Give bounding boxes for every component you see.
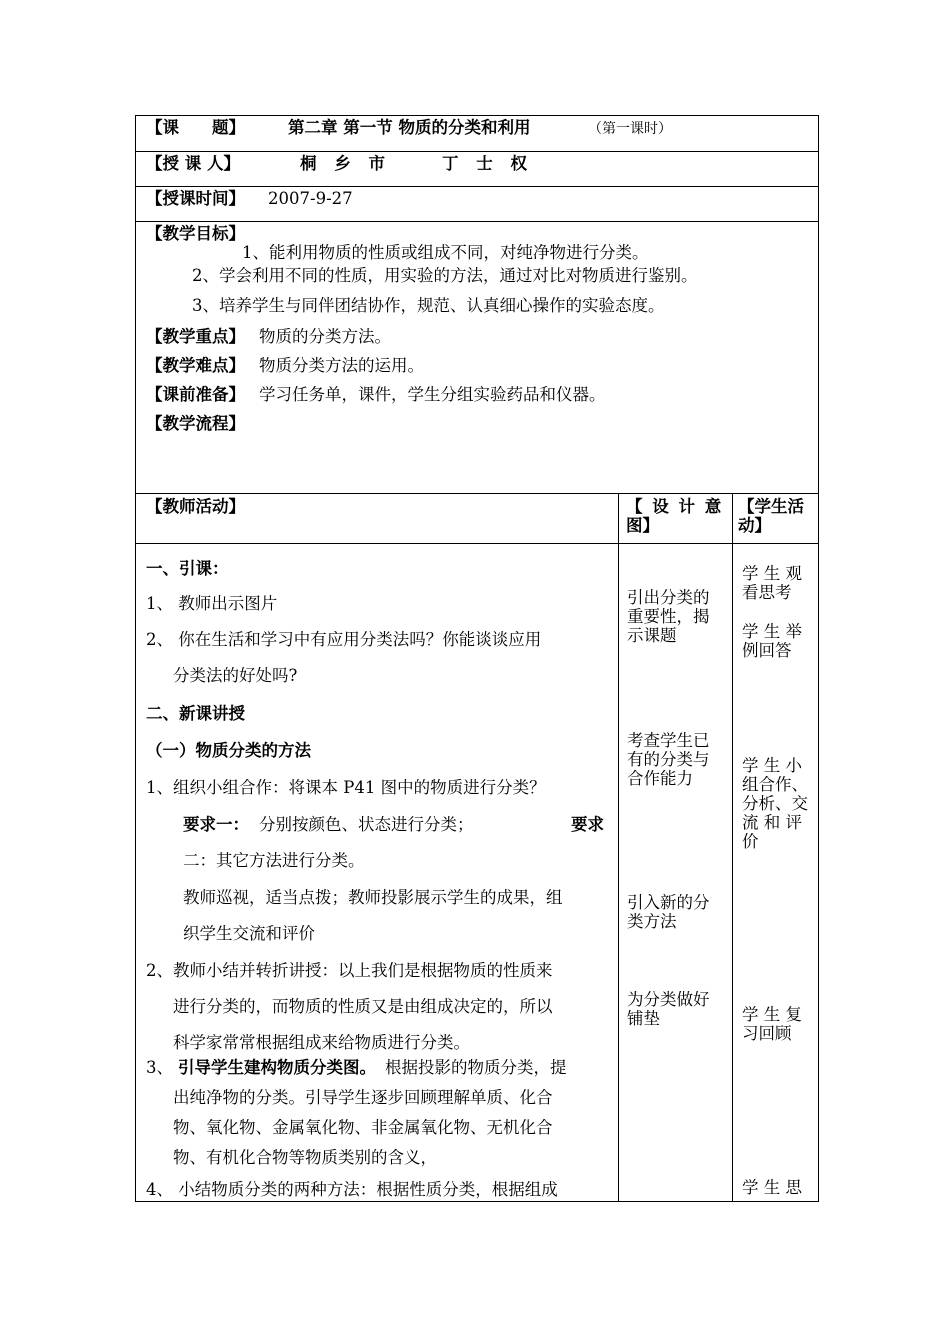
requirement-label: 要求 [571, 815, 604, 834]
col-header-student: 【学生活 [738, 497, 804, 516]
objective-item: 3、培养学生与同伴团结协作，规范、认真细心操作的实验态度。 [192, 296, 665, 315]
col-header-student: 动】 [738, 516, 771, 535]
row-divider [135, 151, 819, 152]
time-label: 【授课时间】 [146, 189, 245, 208]
column-divider [732, 493, 733, 1202]
difficulty-value: 物质分类方法的运用。 [259, 356, 424, 375]
activity-line: 根据投影的物质分类，提 [385, 1058, 567, 1077]
subsection-title: （一）物质分类的方法 [146, 741, 311, 760]
activity-line: 分别按颜色、状态进行分类； [259, 815, 474, 834]
activity-line: 出纯净物的分类。引导学生逐步回顾理解单质、化合 [173, 1088, 553, 1107]
topic-note: （第一课时） [588, 121, 672, 137]
focus-label: 【教学重点】 [146, 327, 245, 346]
design-note: 为分类做好铺垫 [627, 990, 710, 1028]
requirement-label: 要求一： [183, 815, 249, 834]
row-divider [135, 543, 819, 544]
activity-line: 1、组织小组合作：将课本 P41 图中的物质进行分类？ [146, 778, 546, 797]
design-note: 引入新的分类方法 [627, 893, 710, 931]
section-title: 一、引课： [146, 559, 229, 578]
activity-line: 织学生交流和评价 [183, 924, 315, 943]
design-note: 考查学生已有的分类与合作能力 [627, 731, 710, 788]
activity-line: 进行分类的，而物质的性质又是由组成决定的，所以 [173, 997, 553, 1016]
teacher-city: 桐 乡 市 [300, 154, 391, 173]
row-divider [135, 493, 819, 494]
objective-item: 1、能利用物质的性质或组成不同，对纯净物进行分类。 [242, 243, 649, 262]
student-note: 学 生 思 [742, 1178, 802, 1197]
activity-line: 1、 教师出示图片 [146, 594, 278, 613]
time-value: 2007-9-27 [268, 189, 353, 208]
teacher-name: 丁 士 权 [442, 154, 533, 173]
topic-label: 【课 题】 [146, 118, 245, 137]
student-note: 学 生 复 习回顾 [742, 1005, 802, 1043]
column-divider [618, 493, 619, 1202]
preparation-value: 学习任务单，课件，学生分组实验药品和仪器。 [259, 385, 606, 404]
student-note: 学 生 举 例回答 [742, 622, 802, 660]
student-note: 学 生 小 组合作、分析、交流 和 评价 [742, 756, 808, 851]
objectives-label: 【教学目标】 [146, 224, 245, 243]
focus-value: 物质的分类方法。 [259, 327, 391, 346]
col-header-design: 图】 [626, 516, 659, 535]
activity-line: 物、有机化合物等物质类别的含义， [173, 1148, 437, 1167]
process-label: 【教学流程】 [146, 414, 245, 433]
student-note: 学 生 观 看思考 [742, 564, 802, 602]
activity-line: 4、 小结物质分类的两种方法：根据性质分类，根据组成 [146, 1180, 558, 1199]
activity-line: 3、 [146, 1058, 173, 1077]
col-header-design: 【 设 计 意 [626, 497, 724, 516]
activity-line: 2、教师小结并转折讲授：以上我们是根据物质的性质来 [146, 961, 553, 980]
activity-line: 2、 你在生活和学习中有应用分类法吗？你能谈谈应用 [146, 630, 542, 649]
activity-line: 二：其它方法进行分类。 [183, 851, 365, 870]
activity-line: 物、氧化物、金属氧化物、非金属氧化物、无机化合 [173, 1118, 553, 1137]
section-title: 二、新课讲授 [146, 704, 245, 723]
difficulty-label: 【教学难点】 [146, 356, 245, 375]
design-note: 引出分类的重要性，揭示课题 [627, 588, 710, 645]
preparation-label: 【课前准备】 [146, 385, 245, 404]
activity-emphasis: 引导学生建构物质分类图。 [178, 1058, 376, 1077]
row-divider [135, 221, 819, 222]
topic-value: 第二章 第一节 物质的分类和利用 [288, 118, 531, 137]
activity-line: 教师巡视，适当点拨；教师投影展示学生的成果，组 [183, 888, 563, 907]
activity-line: 分类法的好处吗? [173, 666, 298, 685]
activity-line: 科学家常常根据组成来给物质进行分类。 [173, 1033, 470, 1052]
teacher-label: 【授 课 人】 [146, 154, 240, 173]
col-header-teacher: 【教师活动】 [146, 497, 245, 516]
objective-item: 2、学会利用不同的性质，用实验的方法，通过对比对物质进行鉴别。 [192, 266, 698, 285]
row-divider [135, 186, 819, 187]
